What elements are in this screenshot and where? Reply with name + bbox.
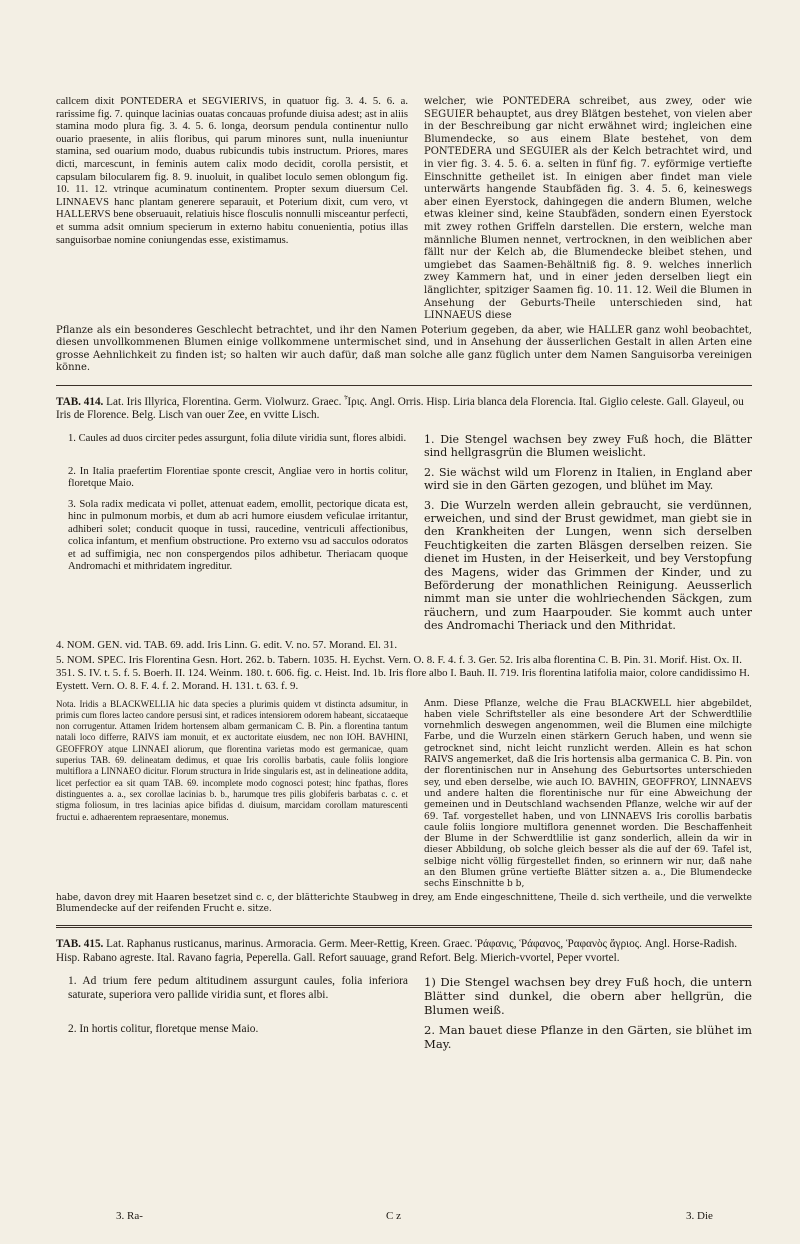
tab-414-number: TAB. 414. [56, 396, 104, 409]
german-continuation-text: welcher, wie PONTEDERA schreibet, aus zwey, oder wie SEGUIER behauptet, aus drey Blätgen bestehet, von vielen aber in der Beschreibung gar nicht erwähnet wird; ingleichen eine Blumendecke, so aus einem Blate bestehet, von dem PONTEDERA und SEGUIER als der Kelch betrachtet wird, und in vier fig. 3. 4. 5. 6. a. selten in fünf fig. 7. eyförmige vertiefte Einschnitte getheilet ist. In einigen aber findet man viele unterwärts hangende Staubfäden fig. 3. 4. 5. 6, keineswegs aber einen Eyerstock, dahingegen die andern Blumen, welche etwas kleiner sind, keine Staubfäden, sondern einen Eyerstock mit zwey rothen Griffeln darstellen. Die erstern, welche man männliche Blumen nennet, vertrocknen, in den weiblichen aber fällt nur der Kelch ab, die Blumendecke bleibet stehen, und umgiebet das Saamen-Behältniß fig. 8. 9. welches innerlich zwey Kammern hat, und in einer jeden derselben liegt ein länglichter, spitziger Saamen fig. 10. 11. 12. Weil die Blumen in Ansehung der Geburts-Theile unterschieden sind, hat LINNAEUS diese [424, 96, 752, 322]
german-continuation-fullwidth: Pflanze als ein besonderes Geschlecht betrachtet, und ihr den Namen Poterium gegeben, da aber, wie HALLER ganz wohl beobachtet, diesen unvollkommenen Blumen einige vollkommene untermischet sind, und in Ansehung der äusserlichen Gestalt in allen Arten eine grosse Aehnlichkeit zu finden ist; so halten wir auch dafür, daß man solche alle ganz füglich unter dem Namen Sanguisorba vereinigen könne. [56, 324, 752, 374]
german-item-2: 2. Man bauet diese Pflanze in den Gärten, sie blühet im May. [424, 1023, 752, 1052]
tab-414-names: Lat. Iris Illyrica, Florentina. Germ. Violwurz. Graec. Ἶρις. Angl. Orris. Hisp. Liria blanca dela Florencia. Ital. Giglio celeste. Gall. Glayeul, ou Iris de Florence. Belg. Lisch van ouer Zee, en vvitte Lisch. [56, 396, 744, 422]
german-note-fullwidth: habe, davon drey mit Haaren besetzet sind c. c, der blätterichte Staubweg in drey, am Ende eingeschnittene, Theile d. sich vertheile, und die verwelkte Blumendecke auf der reifenden Frucht e. sitze. [56, 892, 752, 914]
latin-item-1: 1. Ad trium fere pedum altitudinem assurgunt caules, folia inferiora saturate, superiora vero pallide viridia sunt, et flores albi. [68, 975, 408, 1001]
tab-415-names: Lat. Raphanus rusticanus, marinus. Armoracia. Germ. Meer-Rettig, Kreen. Graec. Ῥάφανις, Ῥάφανος, Ῥαφανὸς ἄγριος. Angl. Horse-Radish. Hisp. Rabano agreste. Ital. Ravano fagria, Peperella. Gall. Refort sauuage, grand Refort. Belg. Mierich-vvortel, Peper vvortel. [56, 938, 738, 964]
latin-note: Nota. Iridis a BLACKWELLIA hic data species a plurimis quidem vt distincta adsumitur, in primis cum flores lacteo candore persusi sint, et radices intensiorem odorem habeant, siccataeque non corrugentur. Attamen Iridem hortensem albam germanicam C. B. Pin. a florentina tantum natali loco differre, RAIVS iam monuit, et ex auctoritate eiusdem, nec non IOH. BAVHINI, GEOFFROY atque LINNAEI aliorum, que florentina varietas modo est germanicae, quam superius TAB. 69. delineatam dedimus, et quae Iris corollis barbatis, caule foliis longiore multiflora a LINNAEO dicitur. Florum structura in Iride singularis est, ast in delineatione addita, licet perfectior ea sit quam TAB. 69. incomplete modo cognosci potest; hinc fpathas, flores distinguentes a. a., sex corollae lacinias b. b., harumque tres pilis globiferis barbatas c. c. et stigma foliosum, in tres lacinias apice bifidas d. diuisum, marcidam corollam maturescenti fructui e. adhaerentem repraesentare, monemus. [56, 698, 408, 822]
tab-415-number: TAB. 415. [56, 938, 104, 951]
german-item-1: 1) Die Stengel wachsen bey drey Fuß hoch, die untern Blätter sind dunkel, die obern aber hellgrün, die Blumen weiß. [424, 975, 752, 1018]
german-note: Anm. Diese Pflanze, welche die Frau BLACKWELL hier abgebildet, haben viele Schriftsteller als eine besondere Art der Schwerdtlilie vornehmlich deswegen angenommen, weil die Blumen eine milchigte Farbe, und die Wurzeln einen stärkern Geruch haben, und wenn sie getrocknet sind, nicht leicht runzlicht werden. Allein es hat schon RAIVS angemerket, daß die Iris hortensis alba germanica C. B. Pin. von der florentinischen nur in Ansehung des Geburtsortes unterschieden sey, und eben derselbe, wie auch IO. BAVHIN, GEOFFROY, LINNAEVS und andere halten die florentinische nur für eine Abweichung der gemeinen und in Deutschland wachsenden Pflanze, welche wir auf der 69. Taf. vorgestellet haben, und von LINNAEVS Iris corollis barbatis caule foliis longiore multiflora genennet worden. Die Beschaffenheit der Blume in der Schwerdtlilie ist ganz sonderlich, allein da wir in dieser Abbildung, ob solche gleich besser als die auf der 69. Tafel ist, selbige nicht völlig fürgestellet finden, so erinnern wir nur, daß nahe an den Blumen grüne vertiefte Blätter sitzen a. a., Die Blumendecke sechs Einschnitte b b, [424, 698, 752, 890]
tab-414-items [56, 433, 752, 633]
nomen-genericum: 4. NOM. GEN. vid. TAB. 69. add. Iris Linn. G. edit. V. no. 57. Morand. El. 31. [56, 638, 398, 651]
latin-continuation-text: callcem dixit PONTEDERA et SEGVIERIVS, in quatuor fig. 3. 4. 5. 6. a. rarissime fig. 7. quinque lacinias ouatas concauas profunde diuisa adest; ast in aliis stamina modo plura fig. 3. 4. 5. 6. longa, deorsum pendula continentur nullo ouario praesente, in aliis floribus, qui parum minores sunt, nulla inueniuntur stamina, sed ouarium modo, duabus rubicundis tubis instructum. Priores, mares dicti, marcescunt, in feminis autem calix modo decidit, corolla persistit, et capsulam bilocularem fig. 8. 9. inuoluit, in qualibet loculo semen oblongum fig. 10. 11. 12. vtrinque acuminatum continentem. Propter sexum diuersum Cel. LINNAEVS hanc plantam generere separauit, et Poterium dixit, cum vero, vt HALLERVS bene obseruauit, relatiuis hisce flosculis nonnulli misceantur perfecti, et summa adsit omnium specierum in externo habitu conuenientia, potius illas sanguisorbae nomine coniungendas esse, existimamus. [56, 96, 408, 246]
catchword-german: 3. Die [686, 1210, 713, 1222]
tab-415-items [56, 975, 752, 1051]
section-divider [56, 925, 752, 928]
catchword-latin: 3. Ra- [116, 1210, 143, 1222]
tab-414-heading [56, 396, 752, 423]
list-item [56, 975, 752, 1017]
note-columns [56, 699, 752, 891]
section-divider [56, 385, 752, 386]
german-item-1: 1. Die Stengel wachsen bey zwey Fuß hoch, die Blätter sind hellgrasgrün die Blumen weislicht. [424, 432, 752, 460]
tab-415-heading [56, 938, 752, 965]
german-item-3: 3. Die Wurzeln werden allein gebraucht, sie verdünnen, erweichen, und sind der Brust gewidmet, man giebt sie in den Krankheiten der Lungen, wenn sich derselben Feuchtigkeiten die zarten Bläsgen derselben reizen. Sie dienet im Husten, in der Heiserkeit, und bey Verstopfung des Magens, wider das Grimmen der Kinder, und zu Beförderung der monathlichen Reinigung. Aeusserlich nimmt man sie unter die wohlriechenden Säckgen, zum räuchern, und zum Haarpouder. Sie kommt auch unter des Andromachi Theriack und den Mithridat. [424, 498, 752, 633]
list-item [56, 433, 752, 460]
tab-415-entry [56, 938, 752, 1051]
latin-item-3: 3. Sola radix medicata vi pollet, attenuat eadem, emollit, pectorique dicata est, hinc in pulmonum morbis, et dum ab acri humore eiusdem veficulae irritantur, adhiberi solet; conducit quoque in tussi, raucedine, ventriculi affectionibus, colica infantum, et menfium obstructione. Pro externo vsu ad sacculos odoratos et ad suffimigia, nec non conspergendos pilos adhibetur. Theriacam quoque Andromachi et mithridatem ingreditur. [68, 498, 408, 573]
list-item [56, 466, 752, 493]
list-item [56, 1023, 752, 1051]
latin-item-2: 2. In hortis colitur, floretque mense Maio. [68, 1023, 259, 1036]
top-columns [56, 96, 752, 323]
german-item-2: 2. Sie wächst wild um Florenz in Italien, in England aber wird sie in den Gärten gezogen, und blühet im May. [424, 465, 752, 493]
signature-mark: C z [386, 1210, 401, 1222]
list-item [56, 499, 752, 633]
tab-414-entry [56, 396, 752, 915]
latin-item-2: 2. In Italia praefertim Florentiae sponte crescit, Angliae vero in hortis colitur, floretque Maio. [68, 465, 408, 490]
nomen-specificum: 5. NOM. SPEC. Iris Florentina Gesn. Hort. 262. b. Tabern. 1035. H. Eychst. Vern. O. 8. F. 4. f. 3. Ger. 52. Iris alba florentina C. B. Pin. 31. Morif. Hist. Ox. II. 351. S. IV. t. 5. f. 5. Boerh. II. 124. Weinm. 180. t. 606. fig. c. Heist. Ind. 1b. Iris flore albo I. Bauh. II. 719. Iris florentina latifolia maior, colore candidissimo H. Eystett. Vern. O. 8. F. 4. f. 2. Morand. H. 131. t. 63. f. 9. [56, 653, 750, 692]
latin-item-1: 1. Caules ad duos circiter pedes assurgunt, folia dilute viridia sunt, flores albidi. [68, 432, 407, 444]
